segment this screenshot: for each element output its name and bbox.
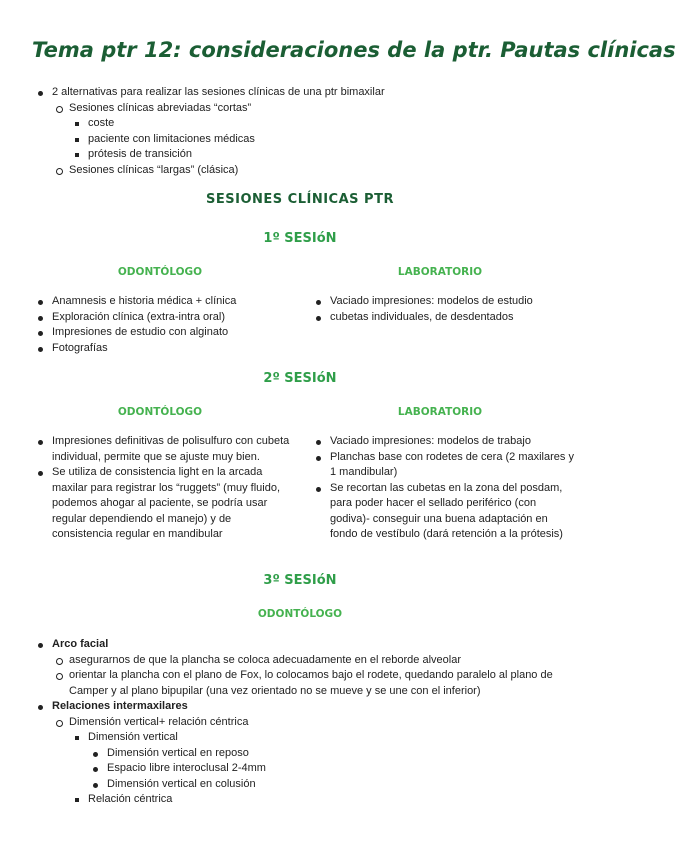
session-1-dentist-heading: ODONTÓLOGO <box>117 266 203 278</box>
list-item: Impresiones definitivas de polisulfuro con cubeta individual, permite que se ajuste muy bien. <box>52 434 292 465</box>
list-item: Exploración clínica (extra-intra oral) <box>52 310 292 326</box>
session-1-heading: 1º SESIóN <box>263 231 337 246</box>
session-2-dentist-heading: ODONTÓLOGO <box>117 406 203 418</box>
list-item: coste <box>88 116 572 132</box>
list-item: paciente con limitaciones médicas <box>88 132 572 148</box>
session-2-dentist-list <box>52 434 292 543</box>
sublist <box>52 715 582 808</box>
list-item <box>69 715 582 808</box>
list-item <box>88 730 582 792</box>
list-item: Dimensión vertical en colusión <box>107 777 582 793</box>
list-item: asegurarnos de que la plancha se coloca adecuadamente en el reborde alveolar <box>69 653 582 669</box>
list-item: Fotografías <box>52 341 292 357</box>
session-2-heading: 2º SESIóN <box>263 371 337 386</box>
list-item: Anamnesis e historia médica + clínica <box>52 294 292 310</box>
sublist <box>52 101 572 179</box>
session-1-lab-list <box>330 294 580 325</box>
list-item: Planchas base con rodetes de cera (2 maxilares y 1 mandibular) <box>330 450 575 481</box>
session-2-lab-heading: LABORATORIO <box>397 406 483 418</box>
sublist <box>88 746 582 793</box>
list-item: Dimensión vertical en reposo <box>107 746 582 762</box>
list-item: prótesis de transición <box>88 147 572 163</box>
list-item <box>52 699 582 808</box>
page-title: Tema ptr 12: consideraciones de la ptr. Pautas clínicas <box>32 38 676 62</box>
list-item <box>52 637 582 699</box>
session-3-heading: 3º SESIóN <box>263 573 337 588</box>
sublist <box>69 730 582 808</box>
list-item: Sesiones clínicas “largas” (clásica) <box>69 163 572 179</box>
intermaxillary-label: Relaciones intermaxilares <box>52 700 188 712</box>
sublist <box>69 116 572 163</box>
list-item: cubetas individuales, de desdentados <box>330 310 580 326</box>
list-item <box>52 85 572 178</box>
list-item: Se utiliza de consistencia light en la arcada maxilar para registrar los “ruggets” (muy fluido, podemos ahogar al paciente, se podría usar regular dependiendo el manejo) y de consistencia regular en mandibular <box>52 465 292 543</box>
session-2-lab-list <box>330 434 575 543</box>
list-item: Vaciado impresiones: modelos de trabajo <box>330 434 575 450</box>
list-item: Relación céntrica <box>88 792 582 808</box>
session-3-list <box>52 637 582 808</box>
session-3-dentist-heading: ODONTÓLOGO <box>257 608 343 620</box>
list-item: orientar la plancha con el plano de Fox, lo colocamos bajo el rodete, quedando paralelo al plano de Camper y al plano bipupilar (una vez orientado no se mueve y se une con el inferior) <box>69 668 582 699</box>
section-heading: SESIONES CLÍNICAS PTR <box>206 192 394 207</box>
sublist <box>52 653 582 700</box>
list-item <box>69 101 572 163</box>
session-1-dentist-list <box>52 294 292 356</box>
short-sessions: Sesiones clínicas abreviadas “cortas” <box>69 101 252 114</box>
intro-list <box>52 85 572 178</box>
dv-rc-label: Dimensión vertical+ relación céntrica <box>69 715 249 728</box>
intro-lead: 2 alternativas para realizar las sesiones clínicas de una ptr bimaxilar <box>52 86 385 98</box>
facial-arch-label: Arco facial <box>52 638 109 650</box>
list-item: Impresiones de estudio con alginato <box>52 325 292 341</box>
session-1-lab-heading: LABORATORIO <box>397 266 483 278</box>
list-item: Vaciado impresiones: modelos de estudio <box>330 294 580 310</box>
list-item: Espacio libre interoclusal 2-4mm <box>107 761 582 777</box>
list-item: Se recortan las cubetas en la zona del posdam, para poder hacer el sellado periférico (con godiva)- conseguir una buena adaptación en fondo de vestíbulo (dará retención a la prótesis) <box>330 481 575 543</box>
dv-label: Dimensión vertical <box>88 731 178 743</box>
